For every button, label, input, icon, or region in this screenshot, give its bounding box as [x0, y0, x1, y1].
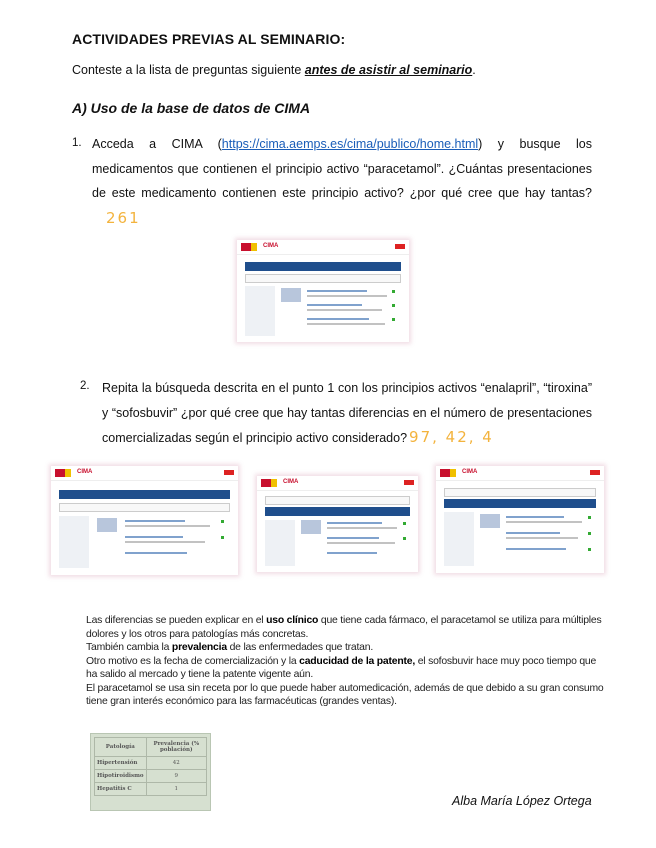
answer-paragraph-3: Otro motivo es la fecha de comercialización y la caducidad de la patente, el sofosbuvir hace muy poco tiempo que ha salido al mercado y tiene la patente vigente aún.: [86, 655, 597, 680]
intro-instruction: Conteste a la lista de preguntas siguiente antes de asistir al seminario.: [72, 63, 476, 77]
prevalence-table: [90, 733, 211, 811]
answer-paragraph-1: Las diferencias se pueden explicar en el uso clínico que tiene cada fármaco, el paracetamol se utiliza para múltiples dolores y los otros para patologías más concretas.: [86, 615, 602, 640]
cima-search-screenshot-tiroxina: CIMA: [257, 476, 418, 572]
cima-search-screenshot-sofosbuvir: CIMA: [436, 466, 604, 573]
cima-link[interactable]: https://cima.aemps.es/cima/publico/home.html: [221, 137, 479, 151]
table-header: Patología: [95, 738, 147, 757]
table-row: Hepatitis C 1: [95, 783, 207, 796]
intro-emphasis: antes de asistir al seminario: [304, 63, 473, 77]
table-row: Hipertensión 42: [95, 757, 207, 770]
document-title: ACTIVIDADES PREVIAS AL SEMINARIO:: [72, 31, 346, 47]
cima-search-screenshot-paracetamol: CIMA: [237, 240, 409, 342]
question-2: Repita la búsqueda descrita en el punto 1 con los principios activos “enalapril”, “tiroxina” y “sofosbuvir” ¿por qué cree que hay tantas diferencias en el número de presentaciones comercializadas según el principio activo considerado? 97, 42, 4: [102, 381, 592, 446]
table-row: Hipotiroidismo 9: [95, 770, 207, 783]
question-1: Acceda a CIMA (https://cima.aemps.es/cima/publico/home.html) y busque los medicamentos que contienen el principio activo “paracetamol”. ¿Cuántas presentaciones de este medicamento contienen este principio activo? ¿por qué cree que hay tantas?261: [92, 137, 592, 227]
author-signature: Alba María López Ortega: [452, 794, 592, 808]
cima-search-screenshot-enalapril: CIMA: [51, 466, 238, 575]
question-2-number: 2.: [80, 380, 90, 392]
answer-paragraph-2: También cambia la prevalencia de las enfermedades que tratan.: [86, 642, 374, 653]
answer-paragraph-4: El paracetamol se usa sin receta por lo que puede haber automedicación, además de que debido a su gran consumo tiene gran interés económico para las farmacéuticas (grandes ventas).: [86, 682, 604, 707]
answer-text: [86, 614, 606, 709]
handwritten-answer-1: 261: [106, 208, 141, 227]
table-header: Prevalencia (% población): [146, 738, 206, 757]
question-1-number: 1.: [72, 137, 82, 149]
handwritten-answer-2: 97, 42, 4: [409, 428, 494, 446]
section-a-heading: A) Uso de la base de datos de CIMA: [72, 100, 311, 116]
